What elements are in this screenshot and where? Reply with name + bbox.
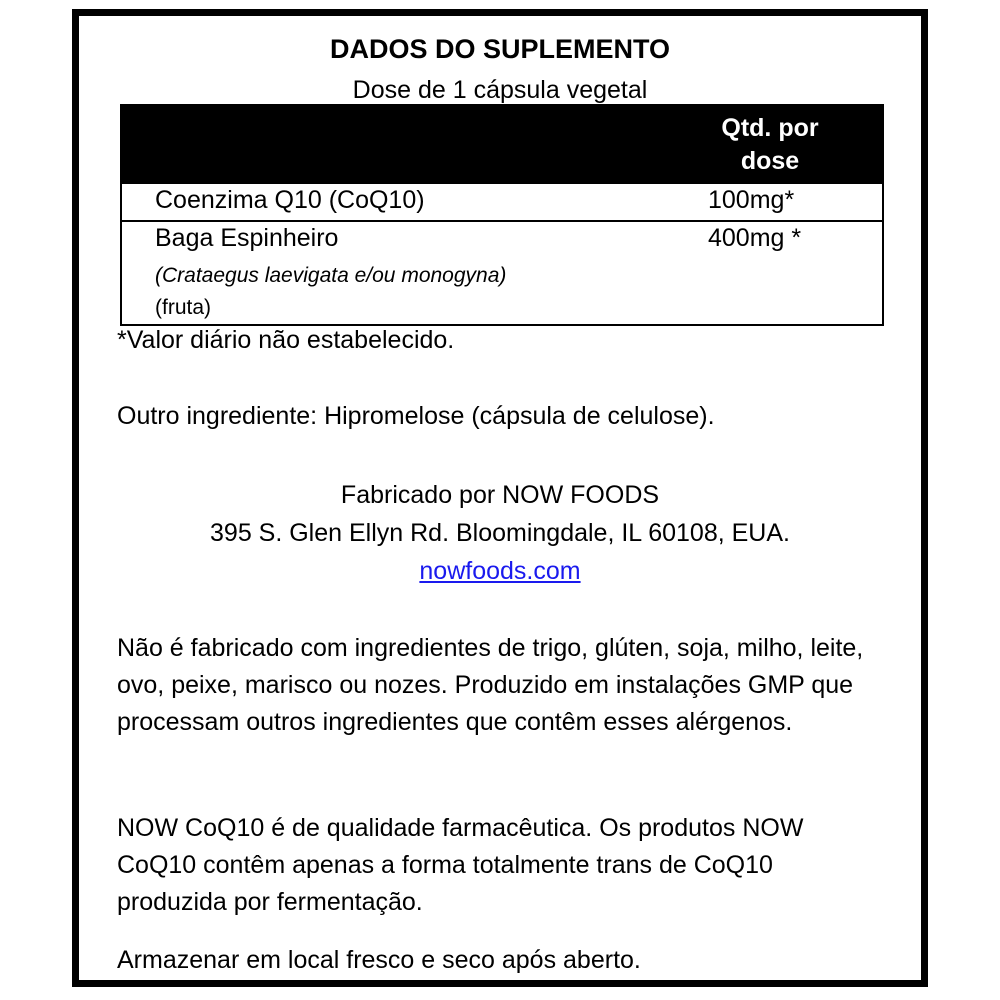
ingredient-amount: 100mg* <box>708 186 795 214</box>
amount-heading-line1: Qtd. por <box>721 114 819 142</box>
supplement-facts-table <box>120 104 884 326</box>
website-link[interactable]: nowfoods.com <box>419 557 581 585</box>
other-ingredient: Outro ingrediente: Hipromelose (cápsula de celulose). <box>117 402 715 430</box>
serving-size: Dose de 1 cápsula vegetal <box>352 76 648 104</box>
daily-value-footnote: *Valor diário não estabelecido. <box>117 326 455 354</box>
manufacturer-block <box>79 476 921 590</box>
ingredient-plant-part: (fruta) <box>155 296 212 319</box>
ingredient-amount: 400mg * <box>708 224 802 252</box>
ingredient-name: Baga Espinheiro <box>155 224 339 252</box>
manufacturer-name: Fabricado por NOW FOODS <box>340 481 660 509</box>
storage-instructions: Armazenar em local fresco e seco após aberto. <box>117 946 641 974</box>
manufacturer-address: 395 S. Glen Ellyn Rd. Bloomingdale, IL 60108, EUA. <box>210 519 790 547</box>
allergen-statement: Não é fabricado com ingredientes de trigo, glúten, soja, milho, leite, ovo, peixe, marisco ou nozes. Produzido em instalações GMP que processam outros ingredientes que contêm esses alérgenos. <box>117 634 864 736</box>
amount-heading-line2: dose <box>740 147 800 175</box>
ingredient-latin-name: (Crataegus laevigata e/ou monogyna) <box>155 264 507 287</box>
label-title: DADOS DO SUPLEMENTO <box>329 34 671 64</box>
table-row <box>122 220 882 324</box>
quality-statement: NOW CoQ10 é de qualidade farmacêutica. Os produtos NOW CoQ10 contêm apenas a forma totalmente trans de CoQ10 produzida por fermentação. <box>117 814 804 916</box>
table-row <box>122 182 882 220</box>
table-header <box>122 106 882 182</box>
ingredient-name: Coenzima Q10 (CoQ10) <box>155 186 425 214</box>
supplement-label <box>72 9 928 987</box>
amount-per-serving-heading <box>700 112 840 178</box>
